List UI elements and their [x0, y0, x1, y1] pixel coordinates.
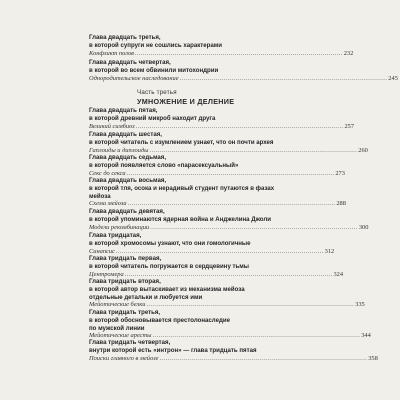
page-number: 232 [343, 49, 354, 57]
chapter-description: внутри которой есть «интрон» — глава тридцать пятая [89, 346, 257, 354]
chapter-description: отдельные детальки и любуется ими [89, 293, 203, 301]
chapter-subtitle: Схема мейоза [89, 200, 127, 208]
chapter-title: Глава двадцать шестая, [89, 131, 162, 138]
toc-entry [89, 131, 368, 155]
chapter-description: в которой хромосомы узнают, что они гомологичные [89, 239, 251, 247]
toc-entry [89, 255, 344, 279]
dot-leader: ........................................................................................................ [124, 270, 333, 278]
dot-leader: ........................................................................................................ [159, 354, 368, 362]
chapter-description: в которой появляется слово «парасексуальный» [89, 161, 239, 169]
page-number: 300 [358, 223, 369, 231]
toc-entry [89, 208, 369, 232]
chapter-title: Глава тридцатая, [89, 232, 142, 239]
chapter-subtitle: Секс до секса [89, 169, 126, 177]
chapter-title: Глава двадцать пятая, [89, 107, 158, 114]
chapter-subtitle: Синапсис [89, 247, 115, 255]
toc-entry [89, 177, 346, 208]
chapter-title: Глава двадцать восьмая, [89, 177, 167, 184]
chapter-subtitle: Мейотические аресты [89, 332, 152, 340]
page-number: 344 [361, 332, 371, 340]
page-number: 324 [333, 270, 344, 278]
dot-leader: ........................................................................................................ [135, 122, 344, 130]
chapter-description: в которой древний микроб находит друга [89, 114, 216, 122]
chapter-description: в которой супруги не сошлись характерами [89, 41, 223, 49]
chapter-subtitle-line [89, 354, 378, 363]
dot-leader: ........................................................................................................ [115, 247, 324, 255]
chapter-title: Глава тридцать третья, [89, 309, 161, 316]
chapter-description: в которой во всем обвинили митохондрии [89, 66, 219, 74]
chapter-subtitle-line [89, 49, 354, 58]
dot-leader: ........................................................................................................ [150, 223, 358, 231]
page-number: 245 [388, 74, 398, 82]
chapter-description: в которой тля, осока и нерадивый студент путаются в фазах [89, 184, 275, 192]
chapter-subtitle: Конфликт полов [89, 49, 134, 57]
chapter-subtitle-line [89, 223, 369, 232]
chapter-subtitle: Великий симбиоз [89, 122, 135, 130]
chapter-description: по мужской линии [89, 324, 145, 332]
page-number: 257 [344, 122, 355, 130]
dot-leader: ........................................................................................................ [152, 332, 361, 340]
chapter-description: в которой упоминаются ядерная война и Анджелина Джоли [89, 215, 271, 223]
toc-entry [89, 278, 365, 309]
toc-entry [89, 232, 335, 256]
dot-leader: ........................................................................................................ [146, 301, 355, 309]
dot-leader: ........................................................................................................ [179, 74, 388, 82]
chapter-subtitle-line [89, 122, 355, 131]
chapter-subtitle: Поиски главного в мейозе [89, 354, 159, 362]
chapter-description: мейоза [89, 192, 111, 200]
chapter-subtitle: Гаплоиды и диплоиды [89, 146, 149, 154]
page-number: 260 [358, 146, 368, 154]
page-number: 288 [336, 200, 346, 208]
chapter-subtitle-line [89, 74, 398, 83]
part-label: Часть третья [137, 89, 177, 96]
page-number: 358 [368, 354, 378, 362]
chapter-title: Глава двадцать седьмая, [89, 154, 167, 161]
chapter-description: в которой читатель погружается в сердцевину тьмы [89, 262, 249, 270]
toc-entry [89, 154, 345, 178]
chapter-subtitle: Центромера [89, 270, 124, 278]
toc-entry [89, 107, 355, 131]
toc-entry [89, 59, 398, 83]
chapter-subtitle: Однородительское наследование [89, 74, 179, 82]
toc-entry [89, 34, 354, 58]
chapter-title: Глава тридцать четвертая, [89, 339, 171, 346]
chapter-description: в которой автор вытаскивает из механизма мейоза [89, 285, 245, 293]
dot-leader: ........................................................................................................ [127, 200, 336, 208]
chapter-subtitle: Мейотические белки [89, 301, 146, 309]
part-title: УМНОЖЕНИЕ И ДЕЛЕНИЕ [137, 97, 235, 106]
chapter-title: Глава тридцать вторая, [89, 278, 161, 285]
toc-entry [89, 339, 378, 363]
page-number: 312 [324, 247, 335, 255]
dot-leader: ........................................................................................................ [134, 49, 343, 57]
chapter-title: Глава тридцать первая, [89, 255, 162, 262]
dot-leader: ........................................................................................................ [126, 169, 335, 177]
chapter-title: Глава двадцать третья, [89, 34, 161, 41]
chapter-title: Глава двадцать девятая, [89, 208, 165, 215]
page-number: 273 [335, 169, 345, 177]
chapter-description: в которой читатель с изумлением узнает, что он почти архея [89, 138, 274, 146]
chapter-subtitle: Модели рекомбинации [89, 223, 150, 231]
dot-leader: ........................................................................................................ [149, 146, 358, 154]
chapter-title: Глава двадцать четвертая, [89, 59, 171, 66]
chapter-description: в которой обосновывается престолонаследие [89, 316, 230, 324]
toc-entry [89, 309, 371, 340]
page-number: 335 [355, 301, 365, 309]
